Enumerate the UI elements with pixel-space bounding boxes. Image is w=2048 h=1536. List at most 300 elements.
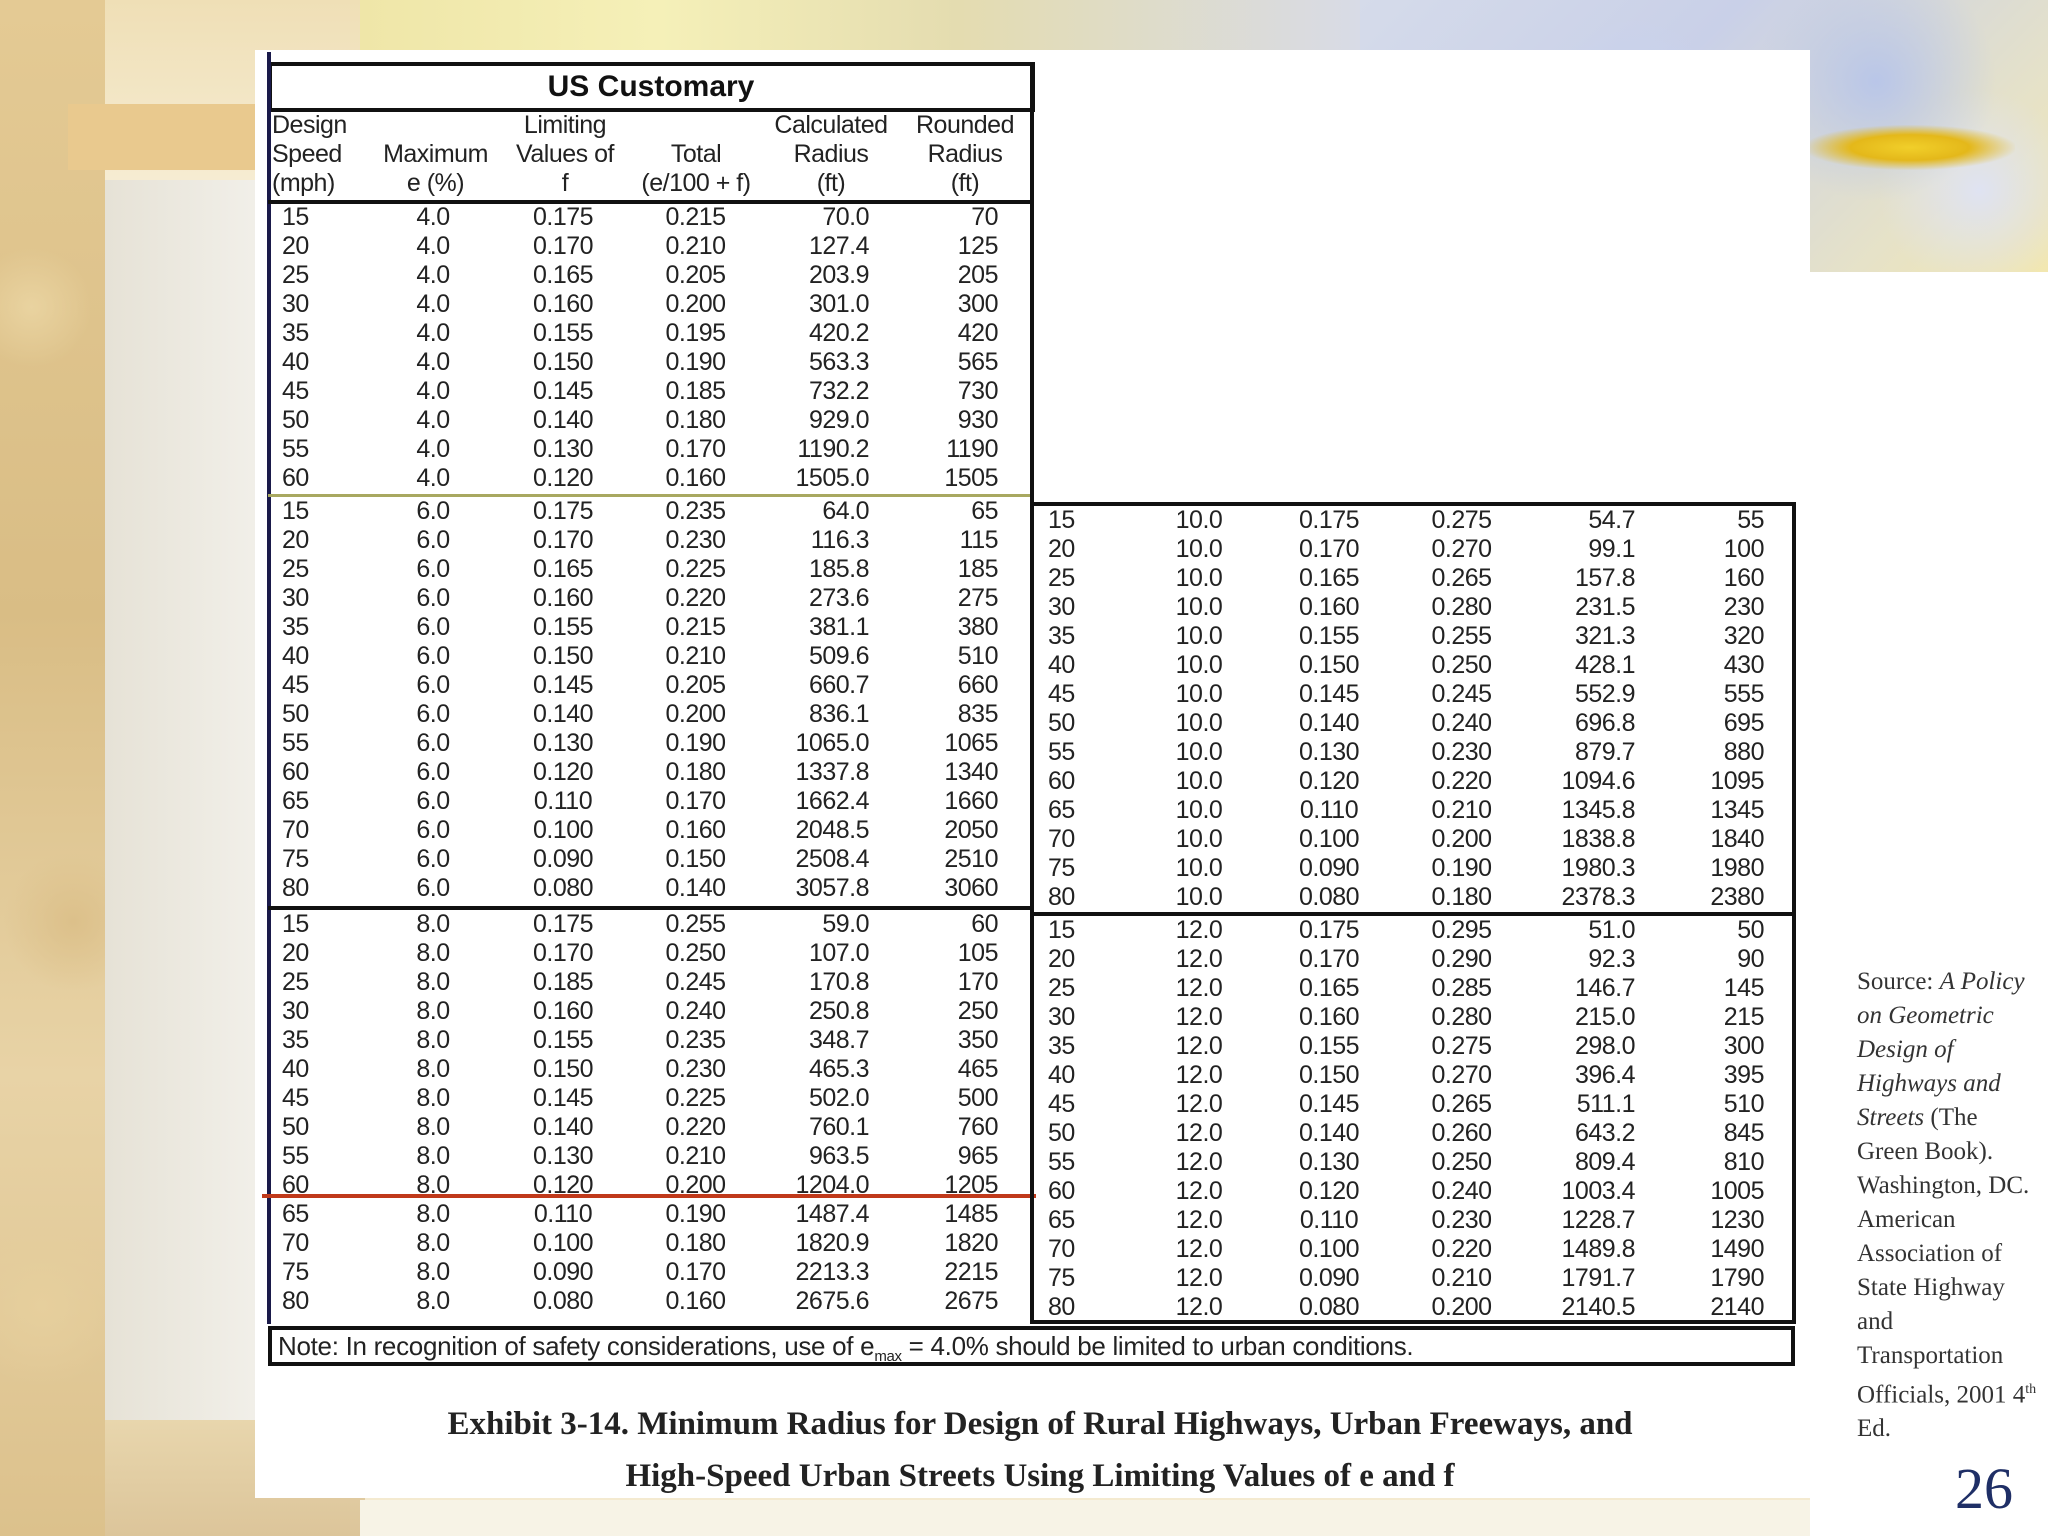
table-cell: 301.0 <box>808 290 869 318</box>
table-cell: 879.7 <box>1574 738 1635 766</box>
table-cell: 20 <box>282 939 309 967</box>
table-cell: 0.090 <box>1298 1264 1360 1292</box>
table-cell: 0.120 <box>532 464 594 492</box>
table-cell: 0.245 <box>1431 680 1492 708</box>
table-cell: 4.0 <box>416 464 450 492</box>
table-cell: 381.1 <box>808 613 869 641</box>
table-cell: 0.140 <box>665 874 726 902</box>
table-cell: 0.170 <box>1298 535 1360 563</box>
table-cell: 25 <box>282 261 309 289</box>
table-row <box>272 968 1030 997</box>
table-cell: 12.0 <box>1175 945 1223 973</box>
table-cell: 0.170 <box>665 787 726 815</box>
table-row <box>272 1258 1030 1287</box>
table-cell: 170 <box>957 968 998 996</box>
table-cell: 1003.4 <box>1561 1177 1635 1205</box>
table-cell: 1094.6 <box>1561 767 1635 795</box>
table-cell: 12.0 <box>1175 974 1223 1002</box>
table-row <box>272 203 1030 232</box>
table-cell: 0.280 <box>1431 593 1492 621</box>
table-cell: 116.3 <box>810 526 869 554</box>
table-row <box>1038 854 1796 883</box>
table-cell: 55 <box>282 435 309 463</box>
table-cell: 380 <box>957 613 998 641</box>
table-cell: 75 <box>1048 1264 1075 1292</box>
table-cell: 1065.0 <box>795 729 869 757</box>
table-cell: 835 <box>957 700 998 728</box>
table-row <box>272 1142 1030 1171</box>
table-cell: 0.200 <box>665 1171 726 1199</box>
table-cell: 40 <box>282 348 309 376</box>
table-cell: 50 <box>282 700 309 728</box>
table-cell: 0.110 <box>533 1200 593 1228</box>
table-cell: 12.0 <box>1175 1293 1223 1321</box>
table-cell: 6.0 <box>416 555 450 583</box>
table-row <box>1038 1090 1796 1119</box>
table-row <box>1038 825 1796 854</box>
table-row <box>1038 1148 1796 1177</box>
table-cell: 1065 <box>944 729 998 757</box>
table-cell: 880 <box>1723 738 1764 766</box>
table-cell: 510 <box>1723 1090 1764 1118</box>
table-cell: 1660 <box>944 787 998 815</box>
table-cell: 0.140 <box>532 406 594 434</box>
table-row <box>272 671 1030 700</box>
table-cell: 321.3 <box>1574 622 1635 650</box>
table-cell: 230 <box>1723 593 1764 621</box>
table-cell: 12.0 <box>1175 916 1223 944</box>
table-cell: 760 <box>957 1113 998 1141</box>
header-design-speed: Design Speed (mph) <box>272 111 347 197</box>
table-cell: 395 <box>1723 1061 1764 1089</box>
table-cell: 0.160 <box>1298 1003 1360 1031</box>
table-cell: 0.080 <box>532 874 594 902</box>
table-cell: 0.240 <box>1431 709 1492 737</box>
table-cell: 2215 <box>944 1258 998 1286</box>
table-cell: 320 <box>1723 622 1764 650</box>
table-cell: 92.3 <box>1588 945 1635 973</box>
table-row <box>272 997 1030 1026</box>
table-cell: 20 <box>282 526 309 554</box>
table-row <box>272 348 1030 377</box>
table-row <box>1038 506 1796 535</box>
table-left-border <box>267 52 271 1324</box>
table-cell: 0.210 <box>1431 796 1492 824</box>
top-band-decoration <box>360 0 1360 52</box>
table-cell: 0.275 <box>1431 506 1492 534</box>
table-cell: 6.0 <box>416 845 450 873</box>
table-cell: 115 <box>959 526 998 554</box>
table-cell: 12.0 <box>1175 1264 1223 1292</box>
table-cell: 107.0 <box>808 939 869 967</box>
table-cell: 10.0 <box>1175 709 1223 737</box>
table-cell: 0.170 <box>532 939 594 967</box>
table-cell: 0.160 <box>665 816 726 844</box>
table-cell: 8.0 <box>416 1084 450 1112</box>
table-cell: 0.220 <box>1431 1235 1492 1263</box>
table-cell: 55 <box>1737 506 1764 534</box>
table-cell: 15 <box>282 497 309 525</box>
table-cell: 15 <box>282 203 309 231</box>
table-cell: 0.080 <box>532 1287 594 1315</box>
table-cell: 732.2 <box>808 377 869 405</box>
table-cell: 1228.7 <box>1561 1206 1635 1234</box>
table-cell: 0.250 <box>665 939 726 967</box>
table-cell: 300 <box>957 290 998 318</box>
table-cell: 0.230 <box>665 1055 726 1083</box>
table-row <box>272 555 1030 584</box>
table-cell: 0.165 <box>1298 564 1360 592</box>
table-row <box>272 1084 1030 1113</box>
table-row <box>272 526 1030 555</box>
table-group-e6 <box>272 497 1030 903</box>
table-cell: 80 <box>1048 883 1075 911</box>
table-cell: 1190 <box>946 435 998 463</box>
table-cell: 6.0 <box>416 671 450 699</box>
table-cell: 0.155 <box>1298 1032 1360 1060</box>
table-row <box>1038 1003 1796 1032</box>
table-cell: 125 <box>957 232 998 260</box>
table-cell: 555 <box>1723 680 1764 708</box>
table-cell: 6.0 <box>416 642 450 670</box>
table-cell: 1790 <box>1710 1264 1764 1292</box>
table-cell: 1490 <box>1710 1235 1764 1263</box>
table-cell: 215 <box>1723 1003 1764 1031</box>
table-cell: 4.0 <box>416 290 450 318</box>
table-row <box>1038 1032 1796 1061</box>
source-edition-suffix: th <box>2025 1382 2037 1397</box>
table-cell: 0.275 <box>1431 1032 1492 1060</box>
table-cell: 4.0 <box>416 348 450 376</box>
table-cell: 30 <box>1048 1003 1075 1031</box>
table-cell: 185 <box>957 555 998 583</box>
table-cell: 1485 <box>944 1200 998 1228</box>
table-row <box>1038 622 1796 651</box>
table-cell: 0.210 <box>665 642 726 670</box>
table-row <box>272 1200 1030 1229</box>
table-row <box>272 1055 1030 1084</box>
table-cell: 75 <box>1048 854 1075 882</box>
table-cell: 12.0 <box>1175 1090 1223 1118</box>
table-note <box>268 1326 1795 1366</box>
table-row <box>1038 535 1796 564</box>
table-cell: 350 <box>957 1026 998 1054</box>
table-cell: 0.170 <box>532 526 594 554</box>
table-cell: 51.0 <box>1588 916 1635 944</box>
table-cell: 12.0 <box>1175 1177 1223 1205</box>
table-row <box>272 910 1030 939</box>
header-calculated-radius: Calculated Radius (ft) <box>774 111 888 197</box>
table-cell: 298.0 <box>1574 1032 1635 1060</box>
table-cell: 2675.6 <box>795 1287 869 1315</box>
table-cell: 2140.5 <box>1561 1293 1635 1321</box>
table-cell: 80 <box>282 874 309 902</box>
table-row <box>272 1287 1030 1316</box>
table-cell: 0.160 <box>532 290 594 318</box>
table-cell: 0.235 <box>665 1026 726 1054</box>
table-cell: 65 <box>282 1200 309 1228</box>
table-cell: 0.090 <box>532 845 594 873</box>
bottom-band-decoration <box>360 1500 1810 1536</box>
table-cell: 1337.8 <box>795 758 869 786</box>
table-cell: 0.160 <box>665 464 726 492</box>
table-row <box>272 261 1030 290</box>
table-cell: 0.120 <box>532 1171 594 1199</box>
table-row <box>1038 883 1796 912</box>
table-cell: 0.155 <box>532 613 594 641</box>
table-cell: 0.165 <box>532 555 594 583</box>
table-cell: 0.245 <box>665 968 726 996</box>
table-cell: 0.130 <box>1298 1148 1360 1176</box>
table-row <box>272 319 1030 348</box>
table-cell: 2048.5 <box>795 816 869 844</box>
table-cell: 70 <box>282 816 309 844</box>
table-cell: 35 <box>1048 622 1075 650</box>
table-row <box>272 435 1030 464</box>
table-cell: 30 <box>282 997 309 1025</box>
table-cell: 0.235 <box>665 497 726 525</box>
table-cell: 0.190 <box>665 729 726 757</box>
table-cell: 0.240 <box>1431 1177 1492 1205</box>
table-cell: 50 <box>1048 709 1075 737</box>
table-cell: 0.185 <box>665 377 726 405</box>
table-cell: 1345.8 <box>1561 796 1635 824</box>
table-cell: 1095 <box>1710 767 1764 795</box>
table-row <box>272 1171 1030 1200</box>
table-cell: 0.225 <box>665 1084 726 1112</box>
table-cell: 430 <box>1723 651 1764 679</box>
table-row <box>272 613 1030 642</box>
table-row <box>272 787 1030 816</box>
table-group-e8 <box>272 910 1030 1316</box>
table-cell: 0.285 <box>1431 974 1492 1002</box>
table-cell: 0.225 <box>665 555 726 583</box>
table-cell: 45 <box>282 1084 309 1112</box>
table-cell: 0.220 <box>665 1113 726 1141</box>
table-cell: 4.0 <box>416 232 450 260</box>
table-cell: 0.110 <box>1299 1206 1359 1234</box>
table-group-e10 <box>1038 506 1796 912</box>
table-cell: 0.175 <box>1298 506 1360 534</box>
table-cell: 2213.3 <box>795 1258 869 1286</box>
header-rounded-radius: Rounded Radius (ft) <box>916 111 1014 197</box>
table-cell: 0.130 <box>532 729 594 757</box>
table-row <box>272 758 1030 787</box>
table-cell: 90 <box>1737 945 1764 973</box>
table-row <box>272 406 1030 435</box>
table-row <box>1038 709 1796 738</box>
table-cell: 55 <box>282 1142 309 1170</box>
table-cell: 0.150 <box>532 1055 594 1083</box>
table-cell: 75 <box>282 845 309 873</box>
table-cell: 0.080 <box>1298 883 1360 911</box>
table-cell: 428.1 <box>1574 651 1635 679</box>
table-cell: 6.0 <box>416 700 450 728</box>
table-cell: 0.150 <box>665 845 726 873</box>
table-cell: 1505.0 <box>795 464 869 492</box>
table-cell: 65 <box>971 497 998 525</box>
table-cell: 0.200 <box>1431 825 1492 853</box>
table-cell: 8.0 <box>416 1258 450 1286</box>
source-edition-number: 4 <box>2012 1381 2026 1409</box>
table-cell: 30 <box>1048 593 1075 621</box>
table-cell: 1838.8 <box>1561 825 1635 853</box>
table-cell: 2140 <box>1710 1293 1764 1321</box>
table-cell: 35 <box>282 1026 309 1054</box>
table-cell: 60 <box>1048 1177 1075 1205</box>
table-row <box>272 464 1030 493</box>
table-cell: 250 <box>957 997 998 1025</box>
table-cell: 4.0 <box>416 319 450 347</box>
table-cell: 50 <box>1048 1119 1075 1147</box>
table-cell: 565 <box>957 348 998 376</box>
table-cell: 0.180 <box>1431 883 1492 911</box>
table-cell: 12.0 <box>1175 1032 1223 1060</box>
table-cell: 0.180 <box>665 1229 726 1257</box>
table-cell: 396.4 <box>1574 1061 1635 1089</box>
table-cell: 0.170 <box>1298 945 1360 973</box>
table-cell: 0.145 <box>532 377 594 405</box>
table-cell: 0.145 <box>1298 680 1360 708</box>
table-cell: 60 <box>282 1171 309 1199</box>
table-cell: 0.100 <box>1298 1235 1360 1263</box>
table-row <box>1038 1177 1796 1206</box>
table-cell: 45 <box>282 671 309 699</box>
table-cell: 760.1 <box>808 1113 869 1141</box>
table-cell: 1820.9 <box>795 1229 869 1257</box>
table-cell: 511.1 <box>1576 1090 1635 1118</box>
table-cell: 836.1 <box>808 700 869 728</box>
table-cell: 0.160 <box>532 997 594 1025</box>
table-cell: 0.215 <box>665 203 726 231</box>
table-cell: 0.270 <box>1431 535 1492 563</box>
table-cell: 45 <box>1048 1090 1075 1118</box>
table-cell: 60 <box>282 464 309 492</box>
table-cell: 45 <box>1048 680 1075 708</box>
table-cell: 215.0 <box>1574 1003 1635 1031</box>
table-cell: 930 <box>957 406 998 434</box>
table-cell: 0.265 <box>1431 1090 1492 1118</box>
table-cell: 205 <box>957 261 998 289</box>
table-cell: 203.9 <box>808 261 869 289</box>
table-row <box>272 1229 1030 1258</box>
table-cell: 1840 <box>1710 825 1764 853</box>
table-cell: 1820 <box>944 1229 998 1257</box>
table-cell: 105 <box>957 939 998 967</box>
table-cell: 157.8 <box>1574 564 1635 592</box>
table-cell: 0.130 <box>1298 738 1360 766</box>
table-cell: 1505 <box>944 464 998 492</box>
table-row <box>272 939 1030 968</box>
note-prefix: Note: In recognition of safety considerations, use of e <box>278 1331 875 1361</box>
caption-line-2: High-Speed Urban Streets Using Limiting Values of e and f <box>625 1458 1455 1494</box>
table-cell: 2378.3 <box>1561 883 1635 911</box>
yellow-flower-decoration <box>1805 125 2015 170</box>
table-row <box>272 1026 1030 1055</box>
table-cell: 2510 <box>944 845 998 873</box>
table-cell: 6.0 <box>416 613 450 641</box>
table-cell: 10.0 <box>1175 825 1223 853</box>
table-cell: 0.150 <box>1298 651 1360 679</box>
table-cell: 0.175 <box>532 203 594 231</box>
table-cell: 0.200 <box>665 700 726 728</box>
table-cell: 0.200 <box>665 290 726 318</box>
table-cell: 0.140 <box>1298 1119 1360 1147</box>
table-cell: 0.160 <box>1298 593 1360 621</box>
table-cell: 0.090 <box>532 1258 594 1286</box>
table-cell: 2675 <box>944 1287 998 1315</box>
table-row <box>1038 1235 1796 1264</box>
table-cell: 810 <box>1723 1148 1764 1176</box>
table-cell: 0.200 <box>1431 1293 1492 1321</box>
table-cell: 0.130 <box>532 435 594 463</box>
table-cell: 60 <box>282 758 309 786</box>
table-cell: 643.2 <box>1574 1119 1635 1147</box>
table-cell: 0.295 <box>1431 916 1492 944</box>
table-row <box>1038 593 1796 622</box>
table-cell: 965 <box>957 1142 998 1170</box>
table-cell: 0.160 <box>532 584 594 612</box>
table-cell: 65 <box>1048 1206 1075 1234</box>
table-cell: 660 <box>957 671 998 699</box>
table-cell: 25 <box>282 555 309 583</box>
table-cell: 0.240 <box>665 997 726 1025</box>
table-cell: 25 <box>1048 974 1075 1002</box>
table-cell: 12.0 <box>1175 1061 1223 1089</box>
table-cell: 10.0 <box>1175 506 1223 534</box>
table-cell: 35 <box>1048 1032 1075 1060</box>
table-cell: 6.0 <box>416 874 450 902</box>
table-row <box>272 290 1030 319</box>
table-cell: 0.100 <box>532 816 594 844</box>
table-cell: 15 <box>1048 916 1075 944</box>
table-cell: 0.255 <box>1431 622 1492 650</box>
caption-line-1: Exhibit 3-14. Minimum Radius for Design of Rural Highways, Urban Freeways, and <box>447 1406 1633 1442</box>
table-cell: 0.155 <box>532 1026 594 1054</box>
table-row <box>272 700 1030 729</box>
table-cell: 30 <box>282 290 309 318</box>
table-cell: 8.0 <box>416 997 450 1025</box>
table-cell: 12.0 <box>1175 1148 1223 1176</box>
table-cell: 0.205 <box>665 671 726 699</box>
table-cell: 30 <box>282 584 309 612</box>
table-cell: 80 <box>1048 1293 1075 1321</box>
table-cell: 730 <box>957 377 998 405</box>
table-cell: 10.0 <box>1175 593 1223 621</box>
table-cell: 99.1 <box>1588 535 1635 563</box>
table-cell: 0.250 <box>1431 651 1492 679</box>
table-cell: 8.0 <box>416 968 450 996</box>
table-cell: 929.0 <box>808 406 869 434</box>
table-cell: 80 <box>282 1287 309 1315</box>
table-cell: 0.195 <box>665 319 726 347</box>
table-cell: 1489.8 <box>1561 1235 1635 1263</box>
table-row <box>1038 651 1796 680</box>
table-cell: 0.145 <box>532 671 594 699</box>
table-cell: 420.2 <box>808 319 869 347</box>
table-cell: 60 <box>1048 767 1075 795</box>
table-cell: 6.0 <box>416 729 450 757</box>
table-row <box>1038 945 1796 974</box>
table-cell: 0.170 <box>532 232 594 260</box>
table-cell: 2380 <box>1710 883 1764 911</box>
table-cell: 0.220 <box>1431 767 1492 795</box>
table-cell: 60 <box>971 910 998 938</box>
table-cell: 0.205 <box>665 261 726 289</box>
table-cell: 50 <box>1737 916 1764 944</box>
table-cell: 10.0 <box>1175 883 1223 911</box>
table-cell: 0.175 <box>1298 916 1360 944</box>
